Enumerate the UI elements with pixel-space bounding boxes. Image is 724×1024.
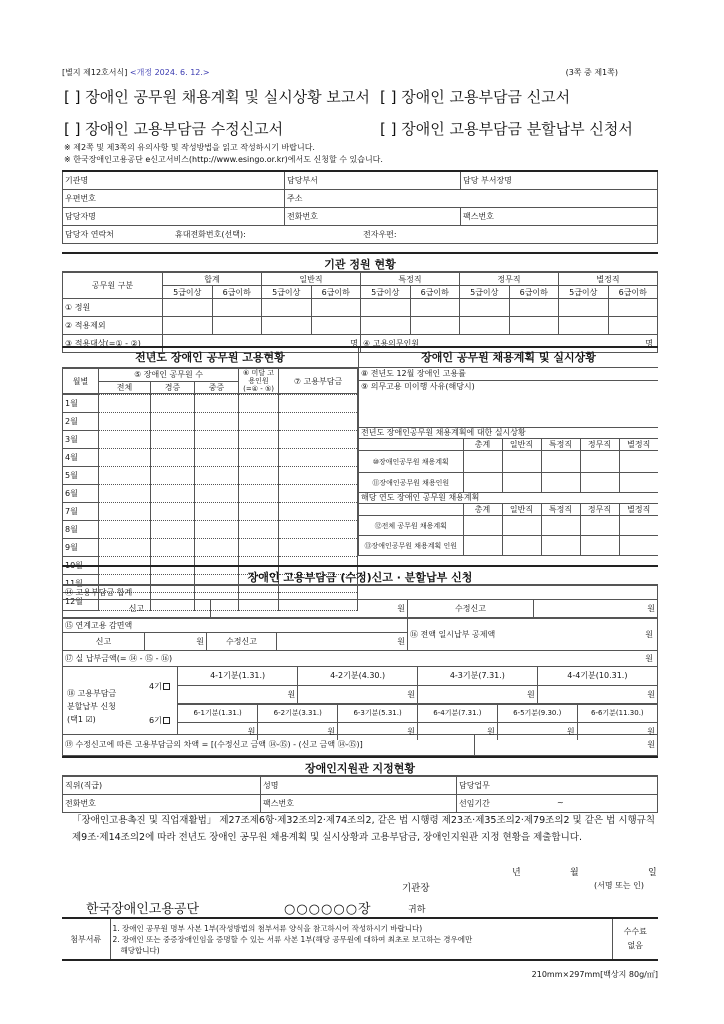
month-row bbox=[63, 431, 358, 449]
month-row bbox=[63, 467, 358, 485]
month-cell[interactable] bbox=[151, 431, 195, 449]
cell[interactable] bbox=[311, 317, 361, 335]
contact-row[interactable]: 담당자 연락처 휴대전화번호(선택): 전자우편: bbox=[63, 225, 658, 243]
cell[interactable] bbox=[580, 451, 619, 473]
employment-rate-field[interactable]: ⑧ 전년도 12월 장애인 고용률 bbox=[359, 368, 658, 381]
amend-amount-field[interactable]: 원 bbox=[534, 600, 658, 618]
cell[interactable] bbox=[541, 473, 580, 493]
month-row bbox=[63, 539, 358, 557]
period-4-4: 4-4기분(10.31.) bbox=[537, 667, 657, 685]
cell[interactable] bbox=[502, 451, 541, 473]
group-general: 일반직 bbox=[262, 273, 361, 286]
officer-section-title: 장애인지원관 지정현황 bbox=[62, 756, 658, 776]
month-cell[interactable] bbox=[279, 503, 358, 521]
cell[interactable] bbox=[460, 317, 510, 335]
mild-header: 경증 bbox=[151, 381, 195, 394]
cell[interactable] bbox=[619, 516, 658, 536]
cell[interactable] bbox=[262, 317, 312, 335]
duty-field[interactable]: 담당업무 bbox=[457, 777, 658, 795]
month-cell[interactable] bbox=[195, 431, 239, 449]
option-6-period[interactable]: 6기 bbox=[149, 715, 170, 726]
grade-above5: 5급이상 bbox=[559, 286, 609, 299]
levy-header: ⑦ 고용부담금 bbox=[279, 369, 358, 394]
col-separate: 별정직 bbox=[619, 439, 658, 451]
month-cell[interactable] bbox=[151, 503, 195, 521]
month-label: 4월 bbox=[63, 449, 99, 467]
current-plan-table bbox=[359, 503, 658, 556]
cell[interactable] bbox=[410, 299, 460, 317]
plan-row-11: ⑪장애인공무원 채용인원 bbox=[359, 473, 463, 493]
month-row bbox=[63, 521, 358, 539]
month-cell[interactable] bbox=[195, 503, 239, 521]
option-4-period[interactable]: 4기 bbox=[149, 681, 170, 692]
cell[interactable] bbox=[212, 299, 262, 317]
month-cell[interactable] bbox=[279, 539, 358, 557]
period-6-6: 6-6기분(11.30.) bbox=[577, 704, 657, 722]
month-cell[interactable] bbox=[239, 431, 279, 449]
prev-plan-subtitle: 전년도 장애인공무원 채용계획에 대한 실시상황 bbox=[361, 428, 526, 437]
checkbox-icon[interactable] bbox=[163, 717, 170, 724]
email-label: 전자우편: bbox=[363, 229, 397, 239]
quota-section-title: 기관 정원 현황 bbox=[62, 252, 658, 272]
month-cell[interactable] bbox=[195, 395, 239, 413]
month-cell[interactable] bbox=[239, 521, 279, 539]
month-cell[interactable] bbox=[99, 503, 151, 521]
shortfall-header: ⑥ 미달 고용인원 (=④ - ⑤) bbox=[239, 369, 279, 394]
amend-label: 수정신고 bbox=[207, 633, 277, 651]
statement-text: 「장애인고용촉진 및 직업재활법」 제27조제6항·제32조의2·제74조의2, 같은 법 시행령 제23조·제35조의2·제79조의2 및 같은 법 시행규칙 제9조·제14조의2에 따라 전년도 장애인 공무원 채용계획 및 실시상황과 고용부담금, 장애인지원관 지정 현황을 제출합니다. bbox=[72, 815, 656, 843]
month-cell[interactable] bbox=[195, 449, 239, 467]
month-row bbox=[63, 449, 358, 467]
installment-4-table bbox=[178, 667, 657, 704]
plan-row-13: ⑬장애인공무원 채용계획 인원 bbox=[359, 536, 463, 556]
officer-table bbox=[62, 776, 658, 813]
col-general: 일반직 bbox=[502, 504, 541, 516]
col-total: 총계 bbox=[463, 504, 502, 516]
period-6-2: 6-2기분(3.31.) bbox=[258, 704, 338, 722]
month-label: 월 bbox=[570, 868, 579, 878]
month-cell[interactable] bbox=[239, 485, 279, 503]
col-special: 특정직 bbox=[541, 504, 580, 516]
day-label: 일 bbox=[648, 868, 657, 878]
month-cell[interactable] bbox=[99, 395, 151, 413]
col-general: 일반직 bbox=[502, 439, 541, 451]
period-field[interactable]: 선임기간 ~ bbox=[457, 795, 658, 813]
fee-value: 없음 bbox=[627, 941, 643, 950]
row-excluded: ② 적용제외 bbox=[63, 317, 163, 335]
plan-row-12: ⑫전체 공무원 채용계획 bbox=[359, 516, 463, 536]
report-label: 신고 bbox=[63, 600, 211, 618]
honorific: 귀하 bbox=[408, 905, 426, 915]
installment-6-table bbox=[178, 704, 657, 741]
col-total: 총계 bbox=[463, 439, 502, 451]
cell[interactable] bbox=[502, 516, 541, 536]
recipient-head: ○○○○○○장 bbox=[284, 902, 372, 917]
cell[interactable] bbox=[619, 473, 658, 493]
levy-table bbox=[62, 585, 658, 618]
cell[interactable] bbox=[619, 536, 658, 556]
month-label: 2월 bbox=[63, 413, 99, 431]
levy-section-title: 장애인 고용부담금 (수정)신고 · 분할납부 신청 bbox=[62, 565, 658, 585]
month-label: 8월 bbox=[63, 521, 99, 539]
cell[interactable] bbox=[559, 317, 609, 335]
fax-field[interactable]: 팩스번호 bbox=[461, 207, 658, 225]
amount-field[interactable]: 원 bbox=[497, 722, 577, 740]
month-cell[interactable] bbox=[99, 485, 151, 503]
dept-field[interactable]: 담당부서 bbox=[285, 171, 461, 189]
applicable-total-field[interactable]: 명 bbox=[163, 335, 361, 353]
cell[interactable] bbox=[608, 317, 658, 335]
attachments-label: 첨부서류 bbox=[62, 918, 110, 960]
group-political: 정무직 bbox=[460, 273, 559, 286]
grade-below6: 6급이하 bbox=[608, 286, 658, 299]
paper-spec: 210mm×297mm[백상지 80g/㎡] bbox=[531, 970, 658, 979]
month-cell[interactable] bbox=[151, 467, 195, 485]
mobile-label: 휴대전화번호(선택): bbox=[175, 229, 246, 239]
amount-field[interactable]: 원 bbox=[298, 685, 418, 703]
installment-label-2: 분할납부 신청 bbox=[67, 702, 116, 711]
note-1: ※ 제2쪽 및 제3쪽의 유의사항 및 작성방법을 읽고 작성하시기 바랍니다. bbox=[64, 143, 315, 152]
grade-below6: 6급이하 bbox=[509, 286, 559, 299]
col-political: 정무직 bbox=[580, 504, 619, 516]
plan-row-10: ⑩장애인공무원 채용계획 bbox=[359, 451, 463, 473]
month-label: 6월 bbox=[63, 485, 99, 503]
checkbox-icon[interactable] bbox=[163, 683, 170, 690]
month-cell[interactable] bbox=[151, 413, 195, 431]
amount-field[interactable]: 원 bbox=[178, 722, 258, 740]
month-cell[interactable] bbox=[99, 449, 151, 467]
month-cell[interactable] bbox=[195, 521, 239, 539]
month-cell[interactable] bbox=[151, 539, 195, 557]
position-field[interactable]: 직위(직급) bbox=[63, 777, 261, 795]
month-label: 12월 bbox=[63, 593, 99, 611]
month-cell[interactable] bbox=[239, 395, 279, 413]
month-cell[interactable] bbox=[279, 521, 358, 539]
grade-above5: 5급이상 bbox=[361, 286, 411, 299]
form-number: [별지 제12호서식] bbox=[62, 68, 128, 77]
mandatory-field[interactable]: ④ 고용의무인원 명 bbox=[361, 335, 658, 353]
group-separate: 별정직 bbox=[559, 273, 658, 286]
amount-field[interactable]: 원 bbox=[418, 685, 538, 703]
officer-phone-field[interactable]: 전화번호 bbox=[63, 795, 261, 813]
amount-field[interactable]: 원 bbox=[417, 722, 497, 740]
period-4-3: 4-3기분(7.31.) bbox=[418, 667, 538, 685]
prev-year-title: 전년도 장애인 공무원 고용현황 bbox=[62, 348, 358, 368]
month-cell[interactable] bbox=[279, 413, 358, 431]
month-cell[interactable] bbox=[99, 413, 151, 431]
cell[interactable] bbox=[361, 317, 411, 335]
month-label: 7월 bbox=[63, 503, 99, 521]
report-label: 신고 bbox=[63, 633, 145, 651]
month-cell[interactable] bbox=[195, 539, 239, 557]
period-4-2: 4-2기분(4.30.) bbox=[298, 667, 418, 685]
current-plan-subtitle: 해당 연도 장애인 공무원 채용계획 bbox=[361, 493, 480, 502]
grade-above5: 5급이상 bbox=[163, 286, 213, 299]
cell[interactable] bbox=[163, 317, 213, 335]
month-cell[interactable] bbox=[195, 467, 239, 485]
month-cell[interactable] bbox=[99, 431, 151, 449]
amount-field[interactable]: 원 bbox=[258, 722, 338, 740]
month-cell[interactable] bbox=[279, 431, 358, 449]
cell[interactable] bbox=[410, 317, 460, 335]
month-cell[interactable] bbox=[151, 449, 195, 467]
month-row bbox=[63, 413, 358, 431]
month-cell[interactable] bbox=[239, 413, 279, 431]
title-amend-report: [ ] 장애인 고용부담금 수정신고서 bbox=[64, 120, 284, 138]
month-cell[interactable] bbox=[195, 413, 239, 431]
month-cell[interactable] bbox=[279, 485, 358, 503]
cell[interactable] bbox=[619, 451, 658, 473]
page-info: (3쪽 중 제1쪽) bbox=[565, 68, 618, 77]
month-cell[interactable] bbox=[279, 395, 358, 413]
cell[interactable] bbox=[509, 299, 559, 317]
title-installment: [ ] 장애인 고용부담금 분할납부 신청서 bbox=[380, 120, 633, 138]
recipient: 한국장애인고용공단 bbox=[86, 902, 200, 917]
col-political: 정무직 bbox=[580, 439, 619, 451]
actual-payment-field[interactable]: ⑰ 실 납부금액(= ⑭ - ⑮ - ⑯) 원 bbox=[63, 651, 658, 667]
amount-field[interactable]: 원 bbox=[338, 722, 418, 740]
cell[interactable] bbox=[163, 299, 213, 317]
dept-head-field[interactable]: 담당 부서장명 bbox=[461, 171, 658, 189]
cell[interactable] bbox=[212, 317, 262, 335]
choose-one-note: (택1 ☑) bbox=[67, 715, 96, 724]
month-label: 10월 bbox=[63, 557, 99, 575]
month-label: 9월 bbox=[63, 539, 99, 557]
grade-above5: 5급이상 bbox=[460, 286, 510, 299]
cell[interactable] bbox=[541, 451, 580, 473]
total-header: 전체 bbox=[99, 381, 151, 394]
installment-label: ⑱ 고용부담금 bbox=[67, 689, 117, 698]
col-special: 특정직 bbox=[541, 439, 580, 451]
amount-field[interactable]: 원 bbox=[537, 685, 657, 703]
cell[interactable] bbox=[580, 536, 619, 556]
title-levy-report: [ ] 장애인 고용부담금 신고서 bbox=[380, 88, 571, 106]
attachments-table bbox=[62, 917, 658, 961]
severe-header: 중증 bbox=[195, 381, 239, 394]
cell[interactable] bbox=[541, 536, 580, 556]
cell[interactable] bbox=[541, 516, 580, 536]
head-label: 기관장 bbox=[402, 883, 430, 894]
fee-label: 수수료 bbox=[623, 927, 647, 936]
phone-field[interactable]: 전화번호 bbox=[285, 207, 461, 225]
officer-fax-field[interactable]: 팩스번호 bbox=[261, 795, 457, 813]
month-label: 5월 bbox=[63, 467, 99, 485]
attachment-1: 1. 장애인 공무원 명부 사본 1부(작성방법의 첨부서류 양식을 참고하시어 작성하시기 바랍니다) bbox=[112, 923, 423, 933]
period-4-1: 4-1기분(1.31.) bbox=[178, 667, 298, 685]
title-report: [ ] 장애인 공무원 채용계획 및 실시상황 보고서 bbox=[64, 88, 370, 106]
month-row bbox=[63, 485, 358, 503]
quota-table bbox=[62, 272, 658, 353]
period-6-5: 6-5기분(9.30.) bbox=[497, 704, 577, 722]
cell[interactable] bbox=[463, 473, 502, 493]
type-label: 공무원 구분 bbox=[63, 273, 163, 299]
col-separate: 별정직 bbox=[619, 504, 658, 516]
revision-date: <개정 2024. 6. 12.> bbox=[129, 68, 210, 77]
zip-field[interactable]: 우편번호 bbox=[63, 189, 285, 207]
difference-label: ⑲ 수정신고에 따른 고용부담금의 차액 = [(수정신고 금액 ⑭-⑮) - (신고 금액 ⑭-⑮)] bbox=[63, 735, 475, 755]
reduction-table bbox=[62, 618, 658, 667]
period-6-1: 6-1기분(1.31.) bbox=[178, 704, 258, 722]
cell[interactable] bbox=[509, 317, 559, 335]
grade-below6: 6급이하 bbox=[410, 286, 460, 299]
reduction-label: ⑮ 연계고용 감면액 bbox=[63, 619, 408, 633]
name-field[interactable]: 성명 bbox=[261, 777, 457, 795]
month-cell[interactable] bbox=[239, 467, 279, 485]
prev-plan-table bbox=[359, 438, 658, 493]
month-label: 1월 bbox=[63, 395, 99, 413]
reduction-amend-field[interactable]: 원 bbox=[277, 633, 408, 651]
cell[interactable] bbox=[580, 473, 619, 493]
cell[interactable] bbox=[559, 299, 609, 317]
row-quota: ① 정원 bbox=[63, 299, 163, 317]
address-field[interactable]: 주소 bbox=[285, 189, 658, 207]
reason-field[interactable]: ⑨ 의무고용 미이행 사유(해당시) bbox=[359, 381, 658, 428]
group-special: 특정직 bbox=[361, 273, 460, 286]
month-cell[interactable] bbox=[279, 449, 358, 467]
cell[interactable] bbox=[460, 299, 510, 317]
month-cell[interactable] bbox=[99, 467, 151, 485]
year-label: 년 bbox=[512, 868, 521, 878]
group-total: 합계 bbox=[163, 273, 262, 286]
prev-year-table bbox=[62, 368, 358, 394]
plan-title: 장애인 공무원 채용계획 및 실시상황 bbox=[359, 348, 658, 368]
attachment-2: 2. 장애인 또는 중증장애인임을 증명할 수 있는 서류 사본 1부(해당 공무원에 대하여 최초로 보고하는 경우에만 bbox=[112, 934, 473, 944]
levy-total-label: ⑭ 고용부담금 합계 bbox=[63, 586, 658, 600]
report-amount-field[interactable]: 원 bbox=[211, 600, 408, 618]
grade-above5: 5급이상 bbox=[262, 286, 312, 299]
org-name-field[interactable]: 기관명 bbox=[63, 171, 285, 189]
month-cell[interactable] bbox=[239, 539, 279, 557]
attachment-2-cont: 해당합니다) bbox=[120, 945, 160, 955]
org-info-table bbox=[62, 170, 658, 244]
month-cell[interactable] bbox=[195, 485, 239, 503]
disabled-count-header: ⑤ 장애인 공무원 수 bbox=[99, 369, 239, 382]
month-cell[interactable] bbox=[99, 521, 151, 539]
person-field[interactable]: 담당자명 bbox=[63, 207, 285, 225]
period-6-3: 6-3기분(5.31.) bbox=[338, 704, 418, 722]
cell[interactable] bbox=[463, 536, 502, 556]
month-header: 월별 bbox=[63, 369, 99, 394]
lump-deduction-field[interactable]: ⑯ 전액 일시납부 공제액 원 bbox=[408, 619, 658, 651]
cell[interactable] bbox=[502, 536, 541, 556]
month-cell[interactable] bbox=[99, 539, 151, 557]
month-row bbox=[63, 503, 358, 521]
amount-field[interactable]: 원 bbox=[577, 722, 657, 740]
period-6-4: 6-4기분(7.31.) bbox=[417, 704, 497, 722]
cell[interactable] bbox=[608, 299, 658, 317]
amount-field[interactable]: 원 bbox=[178, 685, 298, 703]
cell[interactable] bbox=[463, 516, 502, 536]
amend-label: 수정신고 bbox=[408, 600, 534, 618]
month-row bbox=[63, 395, 358, 413]
month-cell[interactable] bbox=[239, 503, 279, 521]
month-label: 3월 bbox=[63, 431, 99, 449]
signature-label: (서명 또는 인) bbox=[594, 881, 644, 890]
month-cell[interactable] bbox=[279, 467, 358, 485]
cell[interactable] bbox=[311, 299, 361, 317]
month-cell[interactable] bbox=[151, 395, 195, 413]
month-label: 11월 bbox=[63, 575, 99, 593]
month-cell[interactable] bbox=[151, 521, 195, 539]
reduction-report-field[interactable]: 원 bbox=[145, 633, 207, 651]
month-cell[interactable] bbox=[239, 449, 279, 467]
cell[interactable] bbox=[463, 451, 502, 473]
cell[interactable] bbox=[361, 299, 411, 317]
cell[interactable] bbox=[580, 516, 619, 536]
month-cell[interactable] bbox=[151, 485, 195, 503]
cell[interactable] bbox=[262, 299, 312, 317]
grade-below6: 6급이하 bbox=[311, 286, 361, 299]
row-applicable: ③ 적용대상(=① - ②) bbox=[63, 335, 163, 353]
note-2: ※ 한국장애인고용공단 e신고서비스(http://www.esingo.or.kr)에서도 신청할 수 있습니다. bbox=[64, 155, 383, 164]
difference-field[interactable]: 원 bbox=[475, 735, 658, 755]
grade-below6: 6급이하 bbox=[212, 286, 262, 299]
cell[interactable] bbox=[502, 473, 541, 493]
